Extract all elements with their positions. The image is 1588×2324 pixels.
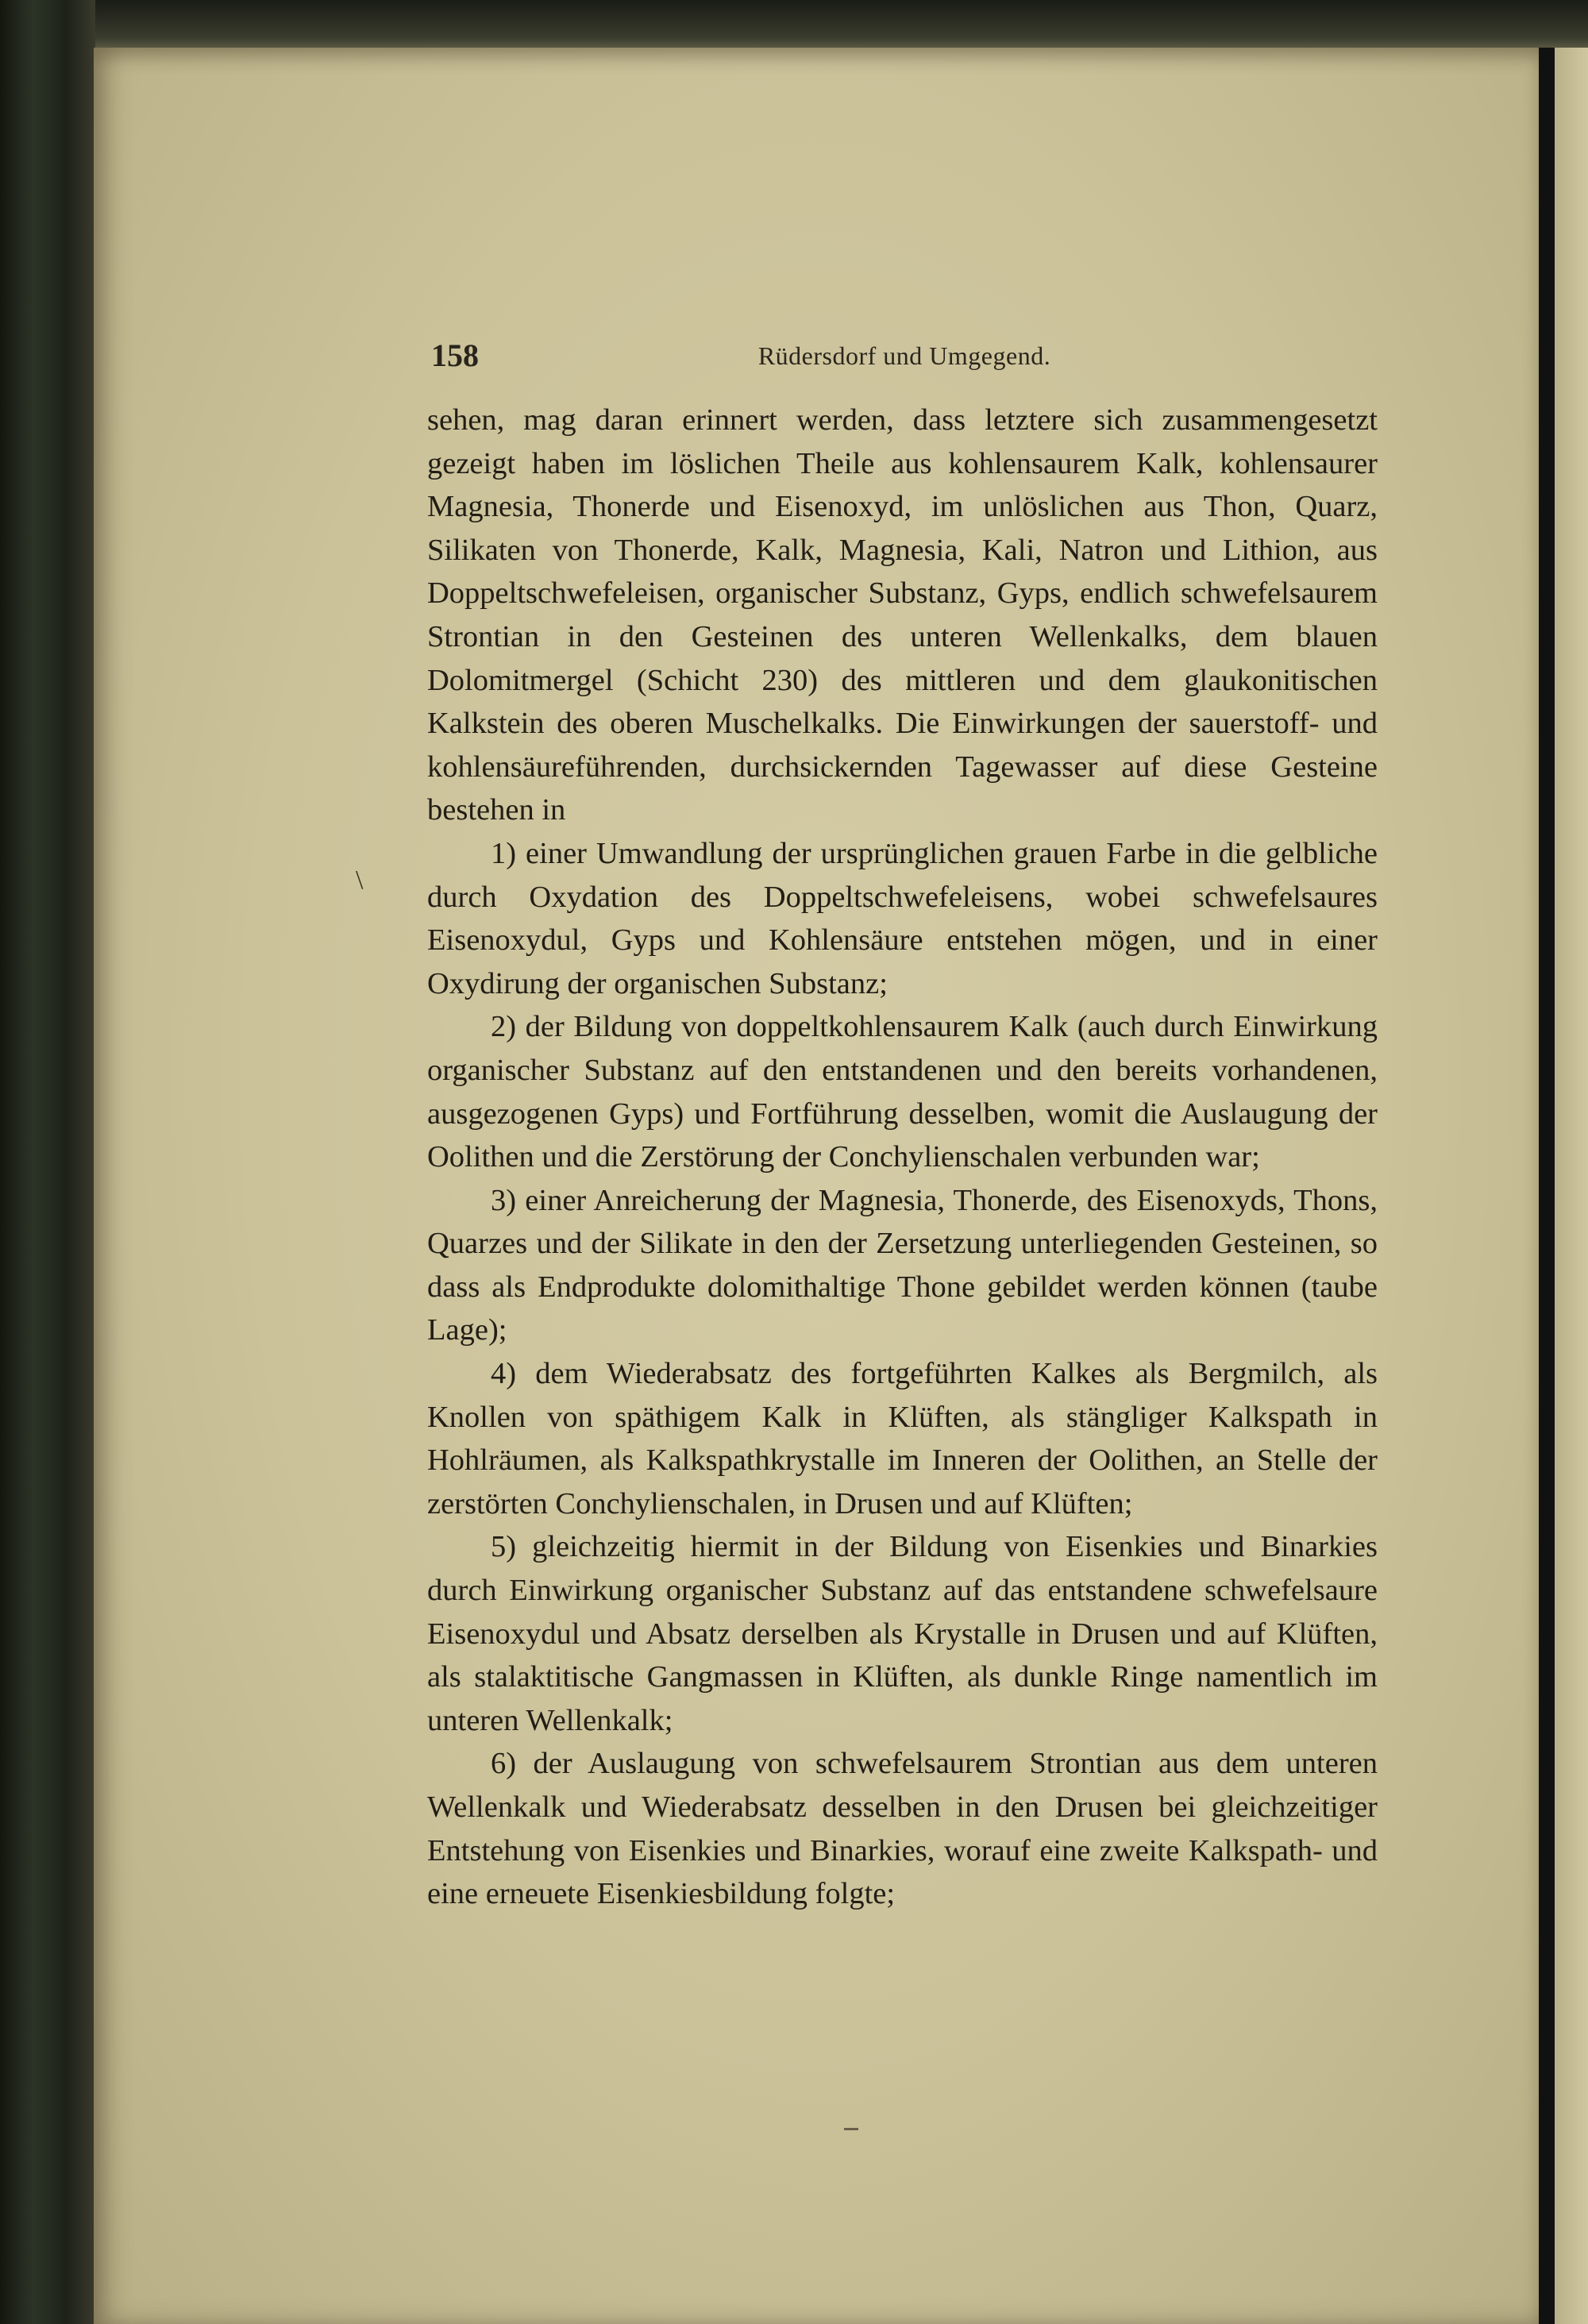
page-gutter <box>1539 48 1555 2324</box>
page-header <box>431 332 1378 380</box>
list-item-2: 2) der Bildung von doppeltkohlensaurem Kalk (auch durch Einwirkung organischer Substanz auf den entstandenen und den bereits vorhandenen, ausgezogenen Gyps) und Fortführung desselben, womit die Auslaugung der Oolithen und die Zerstörung der Conchylienschalen verbunden war; <box>427 1010 1378 1174</box>
facing-page-edge <box>1555 48 1588 2324</box>
running-title: Rüdersdorf und Umgegend. <box>757 341 1051 370</box>
list-item-5: 5) gleichzeitig hiermit in der Bildung von Eisenkies und Binarkies durch Einwirkung organischer Substanz auf das entstandene schwefelsaure Eisenoxydul und Absatz derselben als Krystalle in Drusen und auf Klüften, als stalaktitische Gangmassen in Klüften, als dunkle Ringe namentlich im unteren Wellenkalk; <box>427 1530 1378 1737</box>
list-item-1: 1) einer Umwandlung der ursprünglichen grauen Farbe in die gelbliche durch Oxydation des Doppeltschwefeleisens, wobei schwefelsaures Eisenoxydul, Gyps und Kohlensäure entstehen mögen, und in einer Oxydirung der organischen Substanz; <box>427 836 1378 1000</box>
margin-tick-mark: \ <box>356 865 364 895</box>
bottom-dash-mark <box>844 2128 858 2130</box>
book-binding-spine <box>0 0 95 2324</box>
paragraph-continuation: sehen, mag daran erinnert werden, dass letztere sich zusammengesetzt gezeigt haben im löslichen Theile aus kohlensaurem Kalk, kohlensaurer Magnesia, Thonerde und Eisenoxyd, im unlöslichen aus Thon, Quarz, Silikaten von Thonerde, Kalk, Magnesia, Kali, Natron und Lithion, aus Doppeltschwefeleisen, organischer Substanz, Gyps, endlich schwefelsaurem Strontian in den Gesteinen des unteren Wellenkalks, dem blauen Dolomitmergel (Schicht 230) des mittleren und dem glaukonitischen Kalkstein des oberen Muschelkalks. Die Einwirkungen der sauerstoff- und kohlensäureführenden, durchsickernden Tagewasser auf diese Gesteine bestehen in <box>427 403 1378 827</box>
body-text <box>427 399 1378 1916</box>
list-item-6: 6) der Auslaugung von schwefelsaurem Strontian aus dem unteren Wellenkalk und Wiederabsatz desselben in den Drusen bei gleichzeitiger Entstehung von Eisenkies und Binarkies, worauf eine zweite Kalkspath- und eine erneuete Eisenkiesbildung folgte; <box>427 1747 1378 1911</box>
list-item-4: 4) dem Wiederabsatz des fortgeführten Kalkes als Bergmilch, als Knollen von späthigem Kalk in Klüften, als stängliger Kalkspath in Hohlräumen, als Kalkspathkrystalle im Inneren der Oolithen, an Stelle der zerstörten Conchylienschalen, in Drusen und auf Klüften; <box>427 1357 1378 1520</box>
page-number: 158 <box>431 337 479 373</box>
list-item-3: 3) einer Anreicherung der Magnesia, Thonerde, des Eisenoxyds, Thons, Quarzes und der Silikate in den der Zersetzung unterliegenden Gesteinen, so dass als Endprodukte dolomithaltige Thone gebildet werden können (taube Lage); <box>427 1183 1378 1347</box>
